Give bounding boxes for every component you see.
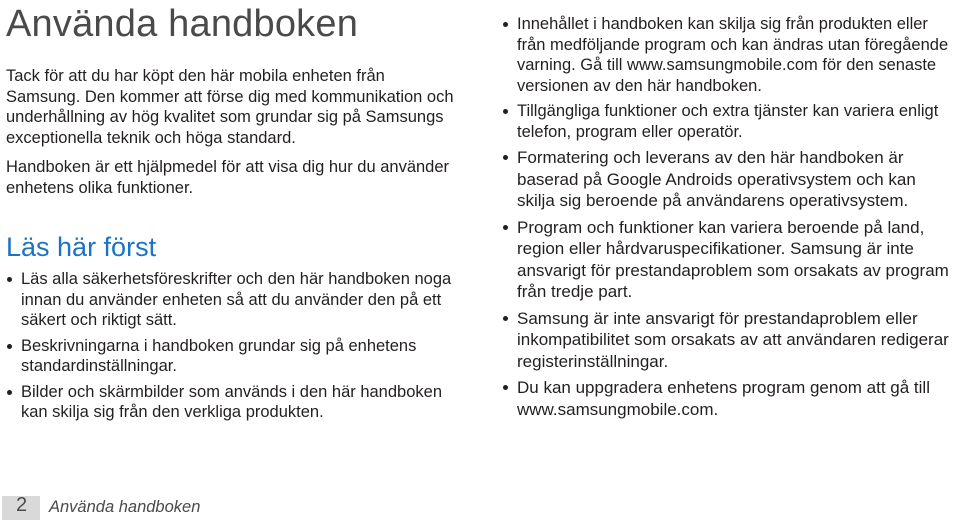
list-item-text: Formatering och leverans av den här handboken är baserad på Google Androids operativsystem och kan skilja sig beroende på användarens operativsystem. bbox=[517, 148, 916, 210]
page-footer bbox=[0, 492, 960, 522]
list-item-text: Bilder och skärmbilder som används i den här handboken kan skilja sig från den verkliga produkten. bbox=[21, 382, 442, 421]
list-item bbox=[502, 308, 957, 373]
bullet-icon bbox=[503, 225, 508, 230]
bullet-icon bbox=[503, 316, 508, 321]
bullet-icon bbox=[503, 109, 508, 114]
intro-paragraph-2: Handboken är ett hjälpmedel för att visa dig hur du använder enhetens olika funktioner. bbox=[6, 158, 450, 197]
section-heading-read-first: Läs här först bbox=[6, 232, 157, 262]
list-item bbox=[502, 377, 957, 420]
bullet-icon bbox=[503, 155, 508, 160]
bullet-icon bbox=[503, 22, 508, 27]
notes-list bbox=[502, 14, 957, 425]
list-item-text: Innehållet i handboken kan skilja sig från produkten eller från medföljande program och kan ändras utan föregående varning. Gå till www.samsungmobile.com för den senaste versionen av den här handboken. bbox=[517, 15, 949, 95]
list-item bbox=[6, 269, 466, 331]
bullet-icon bbox=[7, 390, 12, 395]
list-item bbox=[6, 382, 466, 423]
intro-text bbox=[6, 66, 456, 207]
list-item bbox=[6, 336, 466, 377]
list-item-text: Samsung är inte ansvarigt för prestandaproblem eller inkompatibilitet som orsakats av att användaren redigerar registerinställningar. bbox=[517, 308, 949, 371]
bullet-icon bbox=[7, 344, 12, 349]
page-number: 2 bbox=[16, 494, 28, 516]
list-item-text: Du kan uppgradera enhetens program genom att gå till www.samsungmobile.com. bbox=[517, 378, 930, 419]
list-item-text: Program och funktioner kan variera beroende på land, region eller hårdvaruspecifikationer. Samsung är inte ansvarigt för prestandaproblem som orsakats av program från tredje part. bbox=[517, 217, 949, 301]
bullet-icon bbox=[7, 277, 12, 282]
read-first-list bbox=[6, 269, 466, 428]
list-item-text: Beskrivningarna i handboken grundar sig på enhetens standardinställningar. bbox=[21, 336, 417, 375]
list-item bbox=[502, 147, 957, 212]
list-item bbox=[502, 217, 957, 303]
footer-section-label: Använda handboken bbox=[49, 498, 201, 516]
list-item bbox=[502, 101, 957, 142]
list-item-text: Läs alla säkerhetsföreskrifter och den här handboken noga innan du använder enheten så att du använder den på ett säkert och riktigt sätt. bbox=[21, 270, 452, 329]
list-item-text: Tillgängliga funktioner och extra tjänster kan variera enligt telefon, program eller operatör. bbox=[517, 102, 939, 141]
bullet-icon bbox=[503, 385, 508, 390]
page-title: Använda handboken bbox=[6, 3, 359, 45]
intro-paragraph-1: Tack för att du har köpt den här mobila enheten från Samsung. Den kommer att förse dig med kommunikation och underhållning av hög kvalitet som grundar sig på Samsungs exceptionella teknik och höga standard. bbox=[6, 67, 454, 147]
list-item bbox=[502, 14, 957, 96]
